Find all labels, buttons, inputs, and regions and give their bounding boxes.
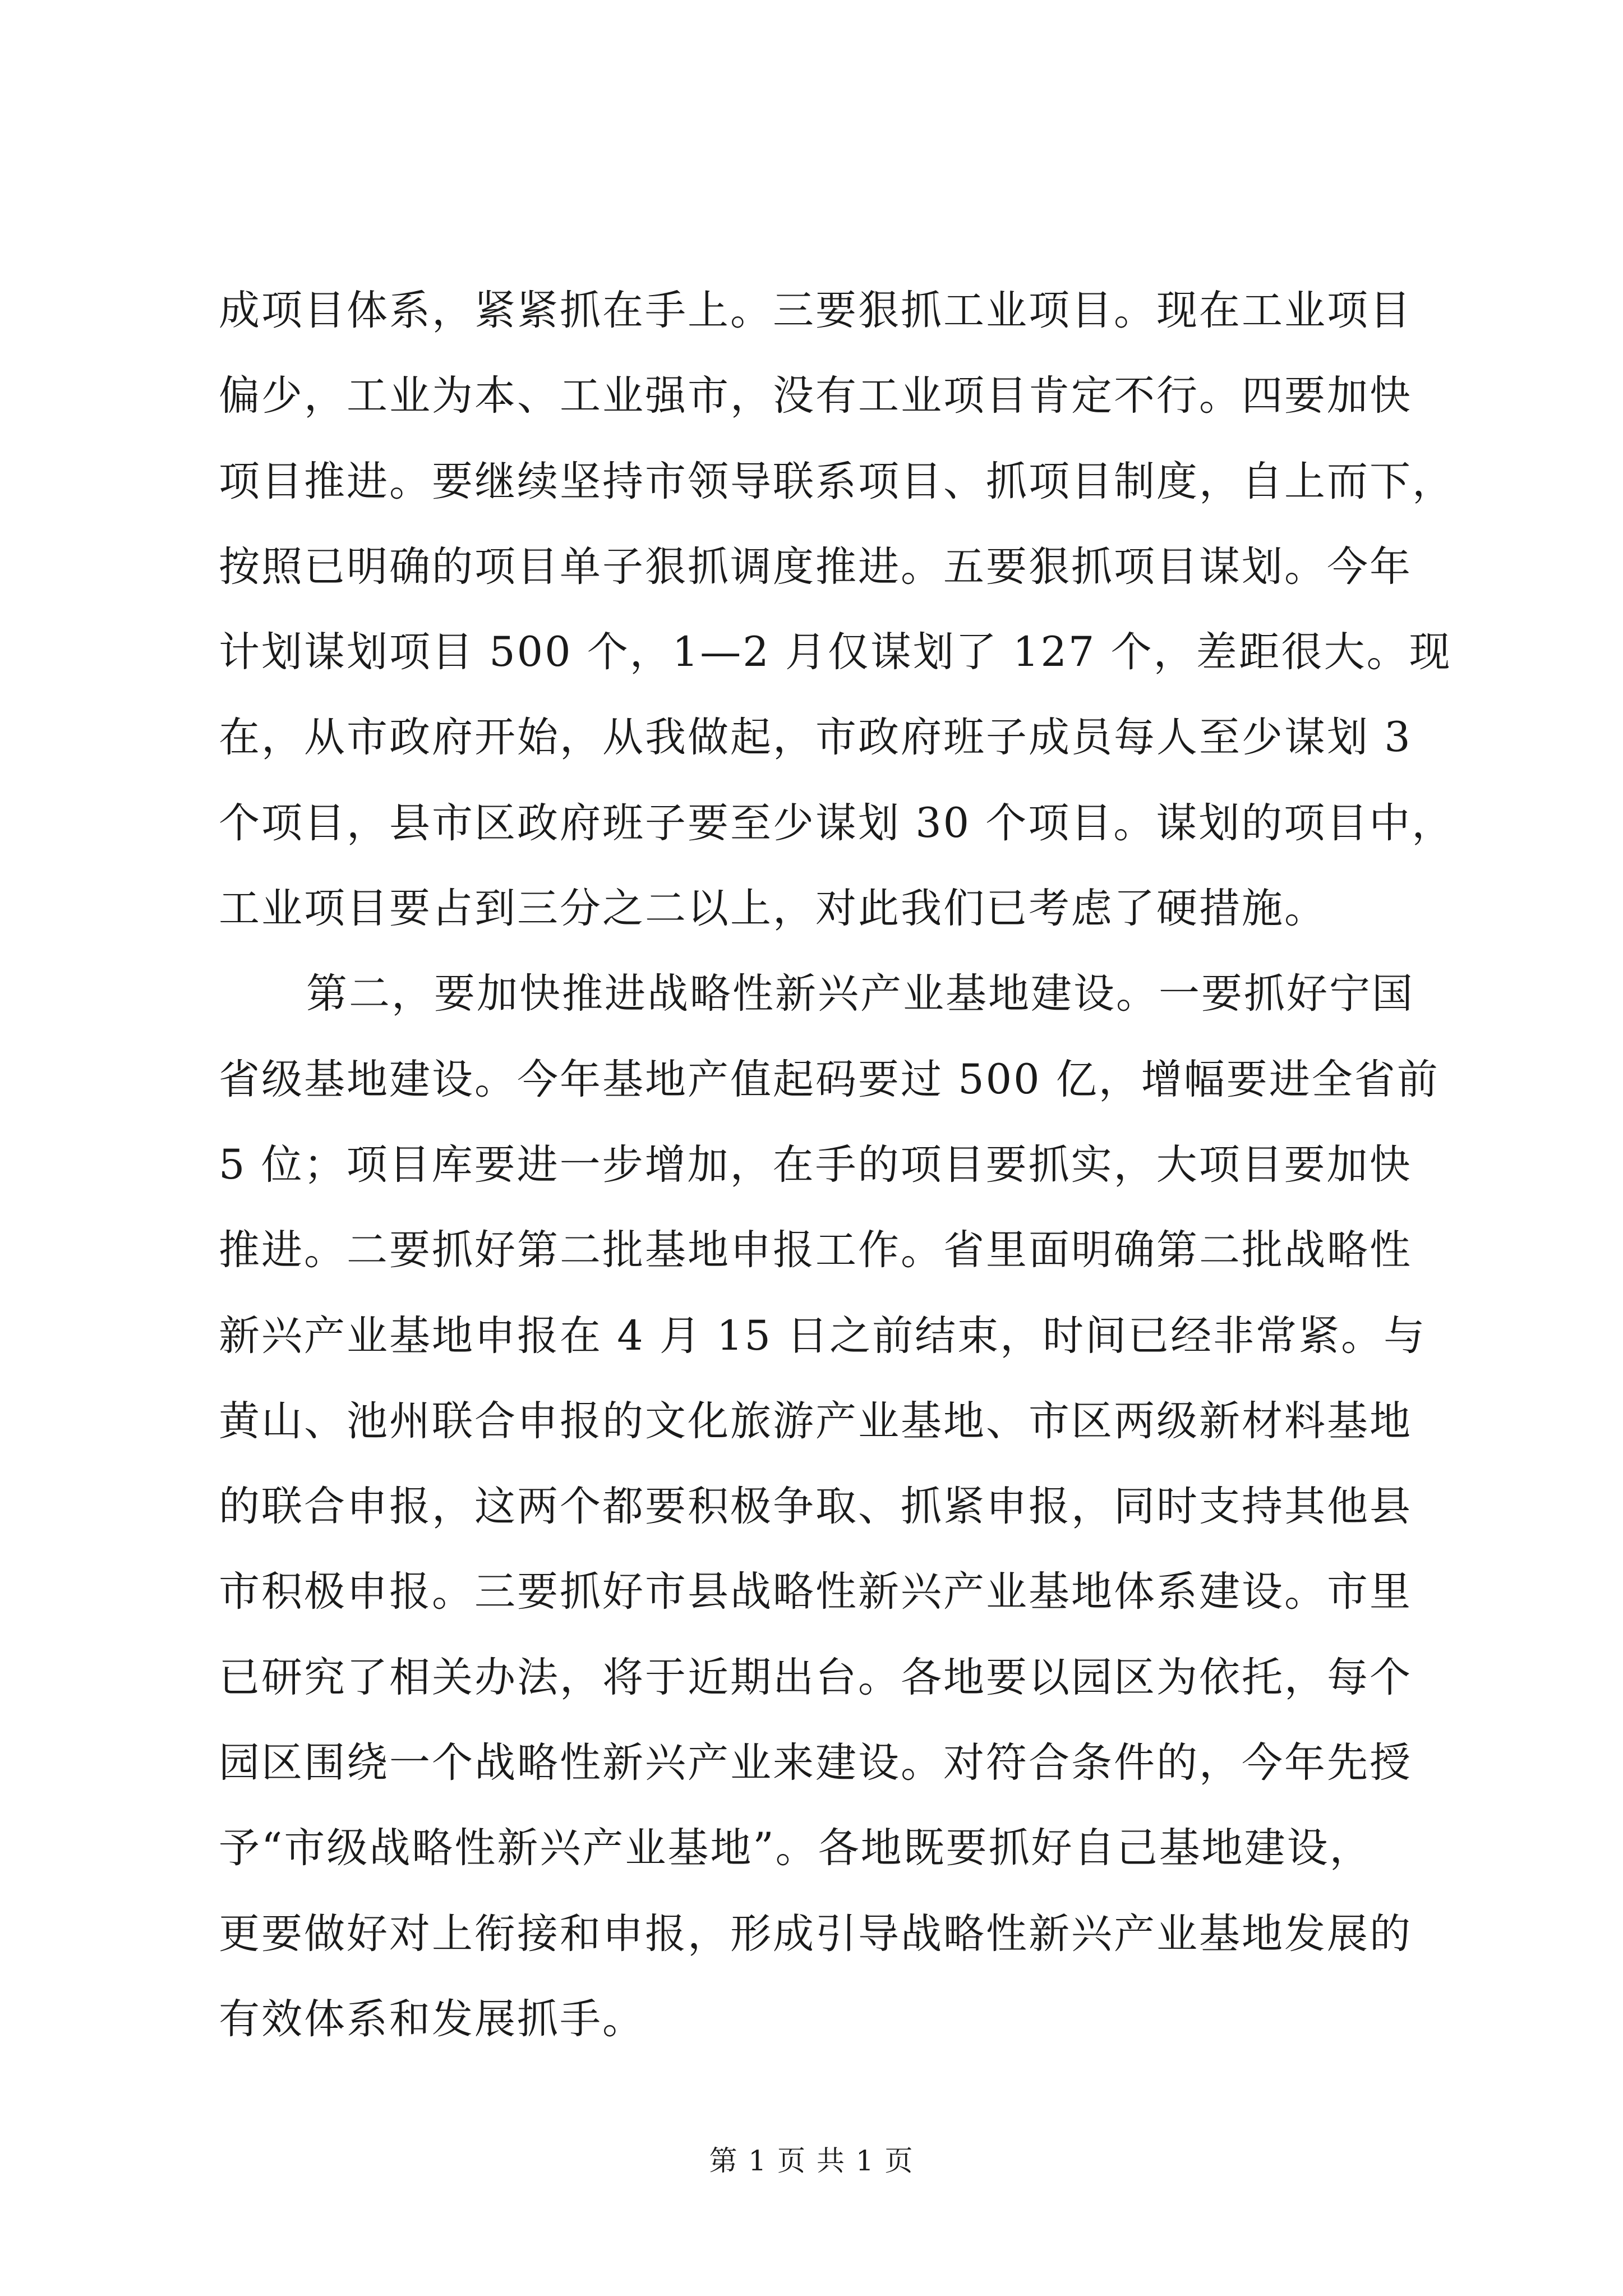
text-line: 新兴产业基地申报在 4 月 15 日之前结束，时间已经非常紧。与 — [219, 1312, 1427, 1360]
text-line: 黄山、池州联合申报的文化旅游产业基地、市区两级新材料基地 — [219, 1397, 1412, 1445]
text-line: 推进。二要抓好第二批基地申报工作。省里面明确第二批战略性 — [219, 1226, 1412, 1274]
text-line: 园区围绕一个战略性新兴产业来建设。对符合条件的，今年先授 — [219, 1739, 1412, 1787]
text-line: 的联合申报，这两个都要积极争取、抓紧申报，同时支持其他县 — [219, 1483, 1412, 1531]
text-line: 市积极申报。三要抓好市县战略性新兴产业基地体系建设。市里 — [219, 1568, 1412, 1616]
text-line: 在，从市政府开始，从我做起，市政府班子成员每人至少谋划 3 — [219, 714, 1412, 762]
text-line: 予“市级战略性新兴产业基地”。各地既要抓好自己基地建设， — [219, 1824, 1372, 1872]
text-line: 按照已明确的项目单子狠抓调度推进。五要狠抓项目谋划。今年 — [219, 542, 1412, 591]
text-line: 省级基地建设。今年基地产值起码要过 500 亿，增幅要进全省前 — [219, 1055, 1440, 1103]
text-line: 个项目，县市区政府班子要至少谋划 30 个项目。谋划的项目中， — [219, 799, 1455, 847]
paragraph-start-line: 第二，要加快推进战略性新兴产业基地建设。一要抓好宁国 — [306, 970, 1414, 1018]
text-line: 已研究了相关办法，将于近期出台。各地要以园区为依托，每个 — [219, 1653, 1412, 1701]
body-text — [219, 268, 1455, 2062]
text-line: 偏少，工业为本、工业强市，没有工业项目肯定不行。四要加快 — [219, 372, 1412, 420]
text-line: 计划谋划项目 500 个，1—2 月仅谋划了 127 个，差距很大。现 — [219, 628, 1452, 677]
text-line: 工业项目要占到三分之二以上，对此我们已考虑了硬措施。 — [219, 885, 1327, 933]
text-line: 有效体系和发展抓手。 — [219, 1995, 645, 2043]
text-line: 成项目体系，紧紧抓在手上。三要狠抓工业项目。现在工业项目 — [219, 287, 1412, 334]
page-footer: 第 1 页 共 1 页 — [709, 2145, 914, 2177]
text-line: 项目推进。要继续坚持市领导联系项目、抓项目制度，自上而下， — [219, 457, 1455, 505]
text-line: 5 位；项目库要进一步增加，在手的项目要抓实，大项目要加快 — [219, 1140, 1412, 1189]
text-line: 更要做好对上衔接和申报，形成引导战略性新兴产业基地发展的 — [219, 1910, 1412, 1958]
